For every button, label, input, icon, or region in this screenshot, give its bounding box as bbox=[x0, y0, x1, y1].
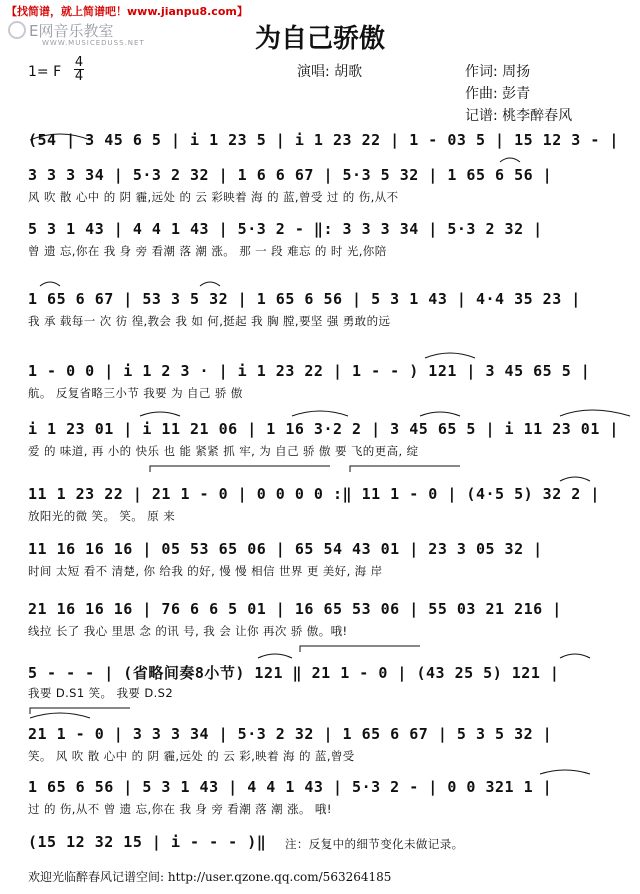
composer: 作曲: 彭青 bbox=[465, 86, 531, 102]
notes-line-1: (54 | 3 45 6 5 | i 1 23 5 | i 1 23 22 | 1 - 03 5 | 15 12 3 - | bbox=[28, 131, 619, 149]
volta-bracket-1 bbox=[150, 466, 330, 472]
notes-line-9: 21 16 16 16 | 76 6 6 5 01 | 16 65 53 06 | 55 03 21 216 | bbox=[28, 600, 562, 618]
slur-mark bbox=[258, 654, 292, 658]
notes-line-11: 21 1 - 0 | 3 3 3 34 | 5·3 2 32 | 1 65 6 67 | 5 3 5 32 | bbox=[28, 725, 553, 743]
lyric-line-8: 时间 太短 看不 清楚, 你 给我 的好, 慢 慢 相信 世界 更 美好, 海 岸 bbox=[28, 564, 383, 578]
slur-mark bbox=[540, 770, 590, 774]
slur-mark bbox=[292, 411, 348, 416]
transcriber: 记谱: 桃李醉春风 bbox=[465, 108, 573, 124]
notes-line-4: 1 65 6 67 | 53 3 5 32 | 1 65 6 56 | 5 3 1 43 | 4·4 35 23 | bbox=[28, 290, 581, 308]
slur-mark bbox=[140, 412, 180, 416]
volta-bracket-3 bbox=[300, 646, 420, 652]
logo-text: E网音乐教室 bbox=[29, 22, 114, 40]
volta-bracket-2 bbox=[350, 466, 460, 472]
lyric-line-3: 曾 遗 忘,你在 我 身 旁 看潮 落 潮 涨。 那 一 段 难忘 的 时 光,你陪 bbox=[28, 244, 387, 258]
lyric-line-12: 过 的 伤,从不 曾 遗 忘,你在 我 身 旁 看潮 落 潮 涨。 哦! bbox=[28, 802, 332, 816]
slur-mark bbox=[200, 282, 220, 286]
site-banner: 【找简谱，就上简谱吧！www.jianpu8.com】 bbox=[6, 5, 248, 18]
slur-mark bbox=[560, 410, 630, 416]
volta-bracket-4 bbox=[30, 708, 130, 714]
notes-line-2: 3 3 3 34 | 5·3 2 32 | 1 6 6 67 | 5·3 5 32 | 1 65 6 56 | bbox=[28, 166, 553, 184]
footer-credit: 欢迎光临醉春风记谱空间: http://user.qzone.qq.com/563264185 bbox=[28, 870, 392, 884]
notes-line-3: 5 3 1 43 | 4 4 1 43 | 5·3 2 - ‖: 3 3 3 34 | 5·3 2 32 | bbox=[28, 220, 543, 238]
song-title: 为自己骄傲 bbox=[254, 24, 385, 54]
lyric-line-4: 我 承 载每一 次 彷 徨,教会 我 如 何,挺起 我 胸 膛,要坚 强 勇敢的远 bbox=[28, 314, 391, 328]
singer: 演唱: 胡歌 bbox=[297, 64, 363, 80]
lyric-line-5: 航。 反复省略三小节 我要 为 自己 骄 傲 bbox=[28, 386, 243, 400]
lyric-line-10: 我要 D.S1 笑。 我要 D.S2 bbox=[28, 686, 174, 700]
lyric-line-7: 放阳光的微 笑。 笑。 原 来 bbox=[28, 509, 176, 523]
lyric-line-6: 爱 的 味道, 再 小的 快乐 也 能 紧紧 抓 牢, 为 自己 骄 傲 要 飞的更高, 绽 bbox=[28, 444, 419, 458]
slur-mark bbox=[40, 282, 60, 286]
time-bottom: 4 bbox=[74, 69, 84, 84]
notes-line-13: (15 12 32 15 | i - - - )‖ bbox=[28, 833, 267, 851]
slur-mark bbox=[420, 412, 460, 416]
time-top: 4 bbox=[74, 55, 84, 70]
slur-mark bbox=[30, 134, 90, 140]
key-signature: 1= F bbox=[28, 64, 62, 80]
lyric-line-9: 线拉 长了 我心 里思 念 的讯 号, 我 会 让你 再次 骄 傲。哦! bbox=[28, 624, 348, 638]
watermark-url: WWW.MUSICEDUSS.NET bbox=[42, 39, 145, 47]
slur-mark bbox=[500, 158, 520, 162]
notes-line-10: 5 - - - | (省略间奏8小节) 121 ‖ 21 1 - 0 | (43 25 5) 121 | bbox=[28, 664, 560, 682]
lyricist: 作词: 周扬 bbox=[465, 64, 531, 80]
slur-mark bbox=[560, 477, 590, 481]
notes-line-8: 11 16 16 16 | 05 53 65 06 | 65 54 43 01 | 23 3 05 32 | bbox=[28, 540, 543, 558]
notes-line-5: 1 - 0 0 | i 1 2 3 · | i 1 23 22 | 1 - - ) 121 | 3 45 65 5 | bbox=[28, 362, 591, 380]
slur-mark bbox=[425, 353, 475, 358]
notes-line-6: i 1 23 01 | i 11 21 06 | 1 16 3·2 2 | 3 45 65 5 | i 11 23 01 | bbox=[28, 420, 619, 438]
lyric-line-11: 笑。 风 吹 散 心中 的 阴 霾,远处 的 云 彩,映着 海 的 蓝,曾受 bbox=[28, 749, 355, 763]
slur-mark bbox=[560, 654, 590, 658]
lyric-line-2: 风 吹 散 心中 的 阴 霾,远处 的 云 彩映着 海 的 蓝,曾受 过 的 伤,从不 bbox=[28, 190, 399, 204]
notes-line-7: 11 1 23 22 | 21 1 - 0 | 0 0 0 0 :‖ 11 1 - 0 | (4·5 5) 32 2 | bbox=[28, 485, 600, 503]
notes-line-12: 1 65 6 56 | 5 3 1 43 | 4 4 1 43 | 5·3 2 - | 0 0 321 1 | bbox=[28, 778, 553, 796]
slur-mark bbox=[30, 713, 90, 718]
score-note: 注：反复中的细节变化未做记录。 bbox=[285, 837, 464, 851]
